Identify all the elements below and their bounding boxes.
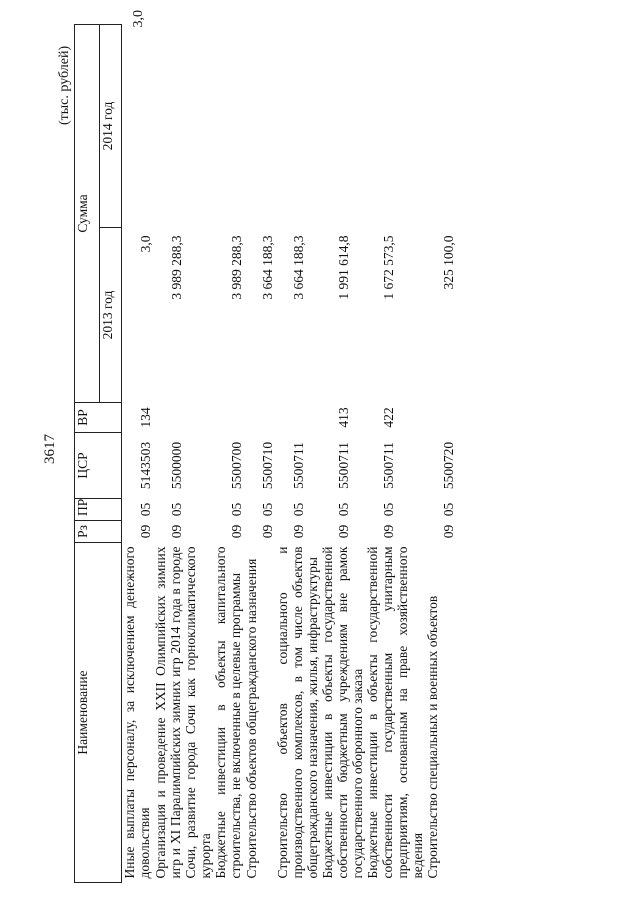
row-csr: 5143503 [138,441,153,490]
row-amount-2014 [213,24,244,227]
table-row [275,24,320,882]
table-body [122,24,457,882]
row-rz: 09 [229,524,244,539]
row-amount-2014 [122,24,154,227]
row-amount-2014 [320,24,365,227]
row-rz: 09 [260,524,275,539]
row-name: Строительство специальных и военных объектов [425,595,440,879]
row-amount-2013: 1 991 614,8 [336,235,351,300]
row-rz: 09 [169,524,184,539]
row-csr: 5500711 [291,442,306,489]
row-name: Бюджетные инвестиции в объекты государственной собственности бюджетным учреждениям вне рамок государственного оборонного заказа [320,546,365,879]
row-pr: 05 [229,502,244,517]
row-vr [275,403,320,433]
row-amount-2014 [244,24,275,227]
row-rz: 09 [381,524,396,539]
page-number: 3617 [42,434,58,464]
table-row [320,24,365,882]
row-vr [244,403,275,433]
row-amount-2013: 3 989 288,3 [169,235,184,300]
row-csr: 5500710 [260,441,275,490]
row-csr: 5500720 [441,441,456,490]
header-year-2013: 2013 год [100,228,122,403]
row-name: Строительство объектов общегражданского назначения [244,558,259,879]
table-header [75,24,122,882]
header-pr: ПР [75,499,122,521]
table-row [425,24,456,882]
header-rz: Рз [75,521,122,543]
row-vr: 134 [138,407,153,428]
row-pr: 05 [336,502,351,517]
row-csr: 5500711 [381,442,396,489]
row-csr: 5500711 [336,442,351,489]
row-name: Организация и проведение XXII Олимпийских зимних игр и XI Паралимпийских зимних игр 2014 года в городе Сочи, развитие города Сочи как горноклиматического курорта [153,546,213,879]
row-amount-2013: 3 664 188,3 [291,235,306,300]
row-amount-2014 [425,24,456,227]
row-pr: 05 [138,502,153,517]
header-name: Наименование [75,543,122,883]
row-amount-2014 [275,24,320,227]
row-pr: 05 [291,502,306,517]
row-vr [153,403,213,433]
table-row [122,24,154,882]
row-pr: 05 [260,502,275,517]
row-vr [213,403,244,433]
row-name: Бюджетные инвестиции в объекты государственной собственности государственным унитарным предприятиям, основанным на праве хозяйственного ведения [365,546,425,879]
row-vr: 422 [381,407,396,428]
table-row [153,24,213,882]
header-vr: ВР [75,403,122,433]
table-row [365,24,425,882]
row-name: Строительство объектов социального и производственного комплексов, в том числе объектов общегражданского назначения, жилья, инфраструктуры [275,546,320,879]
row-pr: 05 [381,502,396,517]
table-row [244,24,275,882]
row-amount-2014 [153,24,213,227]
row-name: Иные выплаты персоналу, за исключением денежного довольствия [122,546,152,879]
units-note: (тыс. рублей) [57,45,72,125]
row-pr: 05 [441,502,456,517]
row-amount-2014 [365,24,425,227]
row-rz: 09 [441,524,456,539]
row-amount-2013: 325 100,0 [441,235,456,290]
row-amount-2013: 3 989 288,3 [229,235,244,300]
row-pr: 05 [169,502,184,517]
row-amount-2013: 3,0 [138,235,153,253]
row-vr: 413 [336,407,351,428]
row-rz: 09 [138,524,153,539]
row-name: Бюджетные инвестиции в объекты капитального строительства, не включенные в целевые программы [213,546,243,879]
carried-value: 3,0 [131,10,146,28]
header-year-2014: 2014 год [100,24,122,227]
table-row [213,24,244,882]
budget-table [74,24,456,883]
row-csr: 5500000 [169,441,184,490]
row-rz: 09 [291,524,306,539]
row-rz: 09 [336,524,351,539]
row-vr [425,403,456,433]
header-sum: Сумма [75,24,100,402]
header-csr: ЦСР [75,433,122,499]
row-csr: 5500700 [229,441,244,490]
row-amount-2013: 3 664 188,3 [260,235,275,300]
row-amount-2013: 1 672 573,5 [381,235,396,300]
